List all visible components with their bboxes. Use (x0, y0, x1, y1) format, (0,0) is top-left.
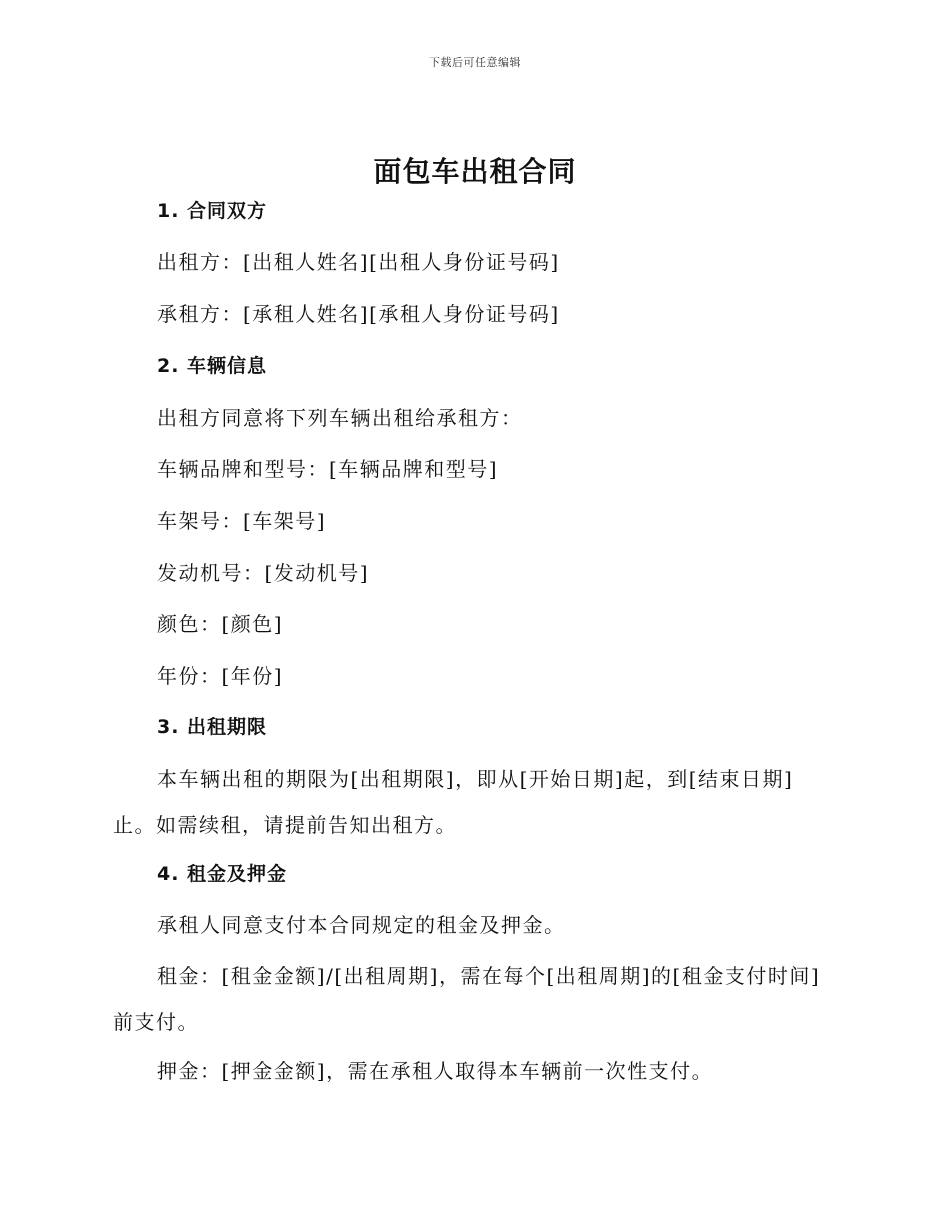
document-title: 面包车出租合同 (373, 155, 577, 188)
section-heading-rent: 4. 租金及押金 (157, 863, 288, 885)
vehicle-engine-number: 发动机号：[发动机号] (157, 561, 370, 585)
rent-paragraph: 租金：[租金金额]/[出租周期]，需在每个[出租周期]的[租金支付时间]前支付。 (113, 964, 821, 1034)
header-note: 下载后可任意编辑 (429, 56, 521, 69)
lessor-line: 出租方：[出租人姓名][出租人身份证号码] (157, 250, 560, 274)
term-paragraph: 本车辆出租的期限为[出租期限]，即从[开始日期]起，到[结束日期]止。如需续租，请提前告知出租方。 (113, 767, 794, 837)
lessee-line: 承租方：[承租人姓名][承租人身份证号码] (157, 302, 560, 326)
vehicle-color: 颜色：[颜色] (157, 612, 284, 636)
section-heading-parties: 1. 合同双方 (157, 200, 268, 222)
rent-intro: 承租人同意支付本合同规定的租金及押金。 (157, 913, 566, 937)
vehicle-brand-model: 车辆品牌和型号：[车辆品牌和型号] (157, 457, 499, 481)
section-heading-vehicle: 2. 车辆信息 (157, 355, 268, 377)
vehicle-intro: 出租方同意将下列车辆出租给承租方： (157, 406, 523, 430)
vehicle-frame-number: 车架号：[车架号] (157, 509, 327, 533)
section-heading-term: 3. 出租期限 (157, 716, 268, 738)
deposit-line: 押金：[押金金额]，需在承租人取得本车辆前一次性支付。 (157, 1059, 714, 1083)
vehicle-year: 年份：[年份] (157, 664, 284, 688)
